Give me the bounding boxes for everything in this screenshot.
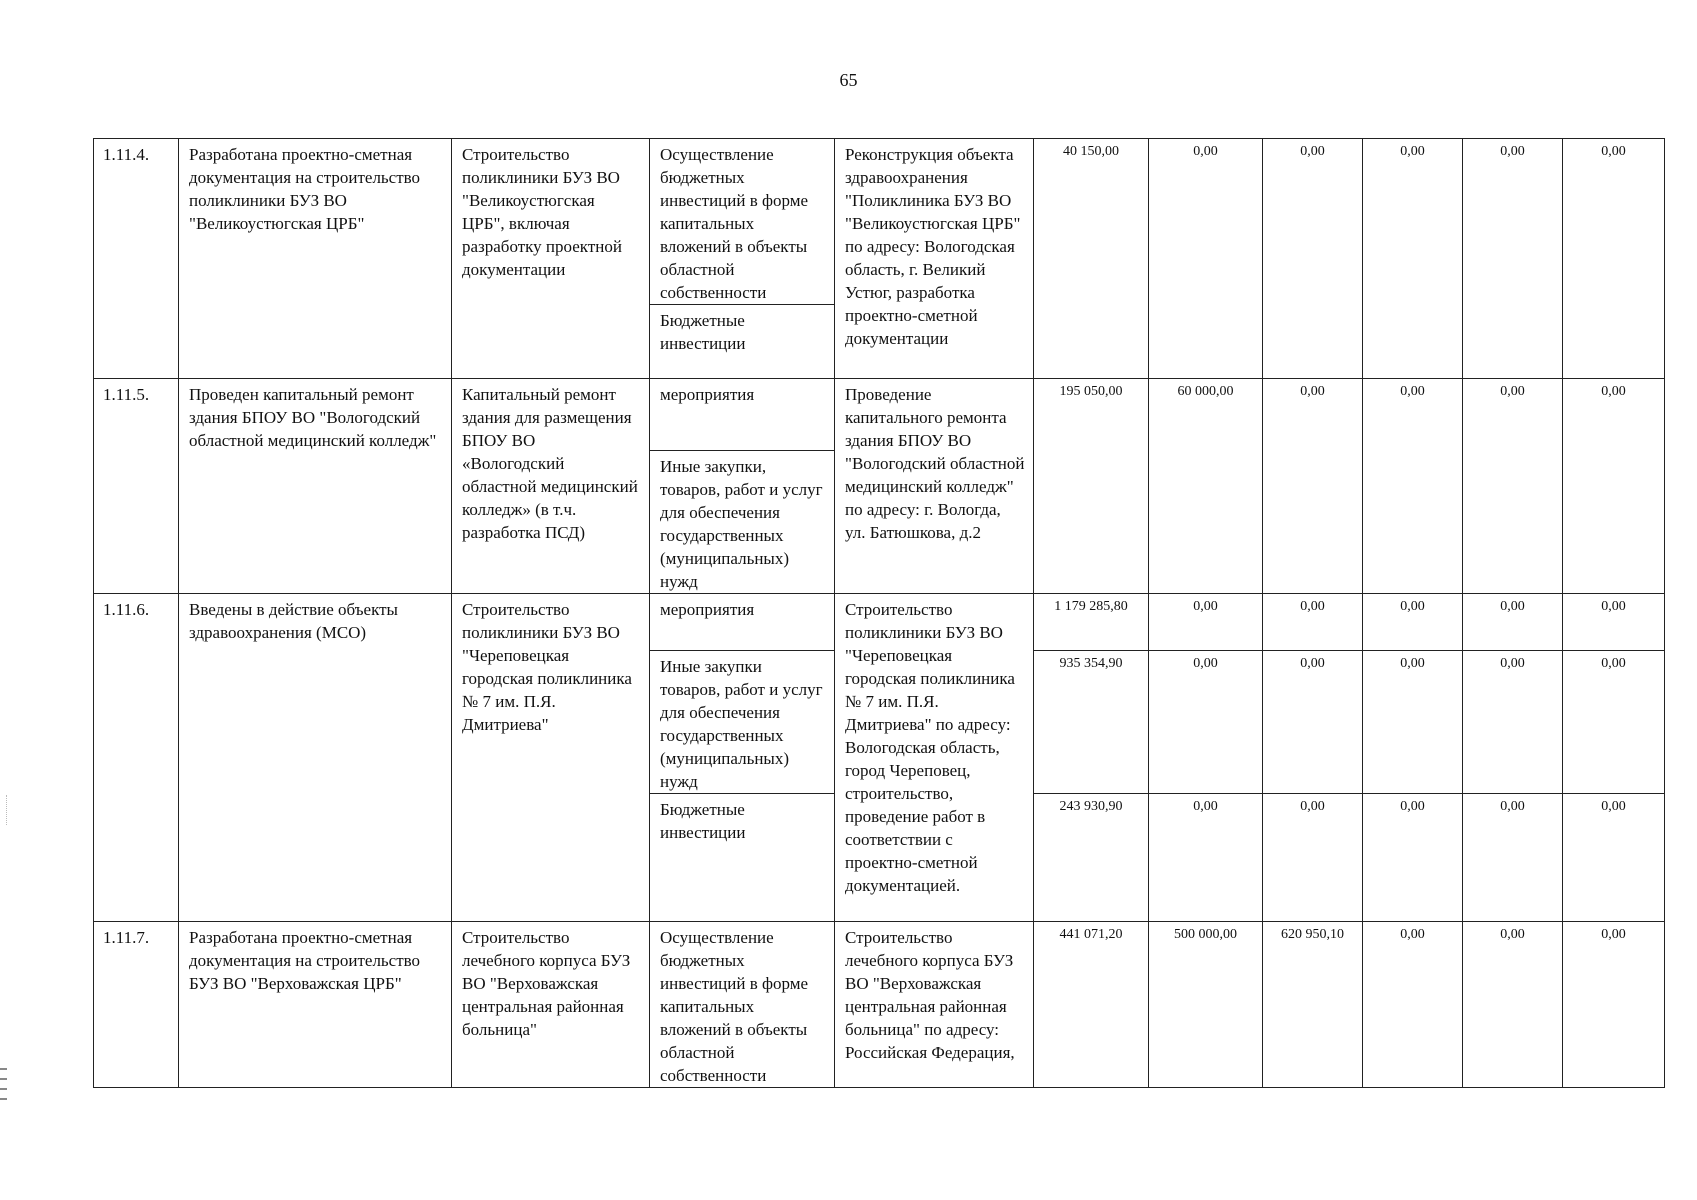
value-cell: 1 179 285,80: [1034, 594, 1149, 651]
value-cell: 441 071,20: [1034, 922, 1149, 1088]
margin-mark: [0, 1088, 7, 1090]
value-cell: 0,00: [1149, 651, 1263, 794]
row-id: 1.11.5.: [94, 379, 179, 594]
value-cell: 0,00: [1263, 139, 1363, 379]
table-row: [94, 139, 1665, 305]
type-cell: Иные закупки товаров, работ и услуг для обеспечения государственных (муниципальных) нужд: [650, 651, 835, 794]
object-cell: Строительство лечебного корпуса БУЗ ВО "Верховажская центральная районная больница" по адресу: Российская Федерация,: [835, 922, 1034, 1088]
type-cell: Бюджетные инвестиции: [650, 794, 835, 922]
value-cell: 40 150,00: [1034, 139, 1149, 379]
value-cell: 0,00: [1563, 139, 1665, 379]
value-cell: 0,00: [1563, 651, 1665, 794]
event-cell: Строительство поликлиники БУЗ ВО "Череповецкая городская поликлиника № 7 им. П.Я. Дмитриева": [452, 594, 650, 922]
value-cell: 620 950,10: [1263, 922, 1363, 1088]
row-id: 1.11.6.: [94, 594, 179, 922]
value-cell: 0,00: [1149, 794, 1263, 922]
event-cell: Капитальный ремонт здания для размещения БПОУ ВО «Вологодский областной медицинский колледж» (в т.ч. разработка ПСД): [452, 379, 650, 594]
result-cell: Введены в действие объекты здравоохранения (МСО): [179, 594, 452, 922]
value-cell: 0,00: [1363, 379, 1463, 594]
value-cell: 0,00: [1363, 594, 1463, 651]
value-cell: 0,00: [1463, 922, 1563, 1088]
value-cell: 0,00: [1463, 379, 1563, 594]
margin-mark: [0, 1078, 7, 1080]
value-cell: 0,00: [1363, 139, 1463, 379]
value-cell: 0,00: [1463, 651, 1563, 794]
margin-mark: [0, 1068, 7, 1070]
result-cell: Проведен капитальный ремонт здания БПОУ ВО "Вологодский областной медицинский колледж": [179, 379, 452, 594]
event-cell: Строительство лечебного корпуса БУЗ ВО "Верховажская центральная районная больница": [452, 922, 650, 1088]
type-cell: Осуществление бюджетных инвестиций в форме капитальных вложений в объекты областной собственности: [650, 139, 835, 305]
value-cell: 0,00: [1463, 794, 1563, 922]
value-cell: 60 000,00: [1149, 379, 1263, 594]
margin-tick: [6, 795, 9, 825]
value-cell: 0,00: [1563, 794, 1665, 922]
object-cell: Реконструкция объекта здравоохранения "Поликлиника БУЗ ВО "Великоустюгская ЦРБ" по адресу: Вологодская область, г. Великий Устюг, разработка проектно-сметной документации: [835, 139, 1034, 379]
value-cell: 0,00: [1563, 922, 1665, 1088]
value-cell: 0,00: [1363, 794, 1463, 922]
value-cell: 243 930,90: [1034, 794, 1149, 922]
type-cell: мероприятия: [650, 379, 835, 451]
event-cell: Строительство поликлиники БУЗ ВО "Великоустюгская ЦРБ", включая разработку проектной документации: [452, 139, 650, 379]
value-cell: 0,00: [1263, 379, 1363, 594]
value-cell: 0,00: [1263, 594, 1363, 651]
value-cell: 0,00: [1149, 139, 1263, 379]
page-number: 65: [839, 70, 858, 90]
type-cell: Бюджетные инвестиции: [650, 305, 835, 379]
result-cell: Разработана проектно-сметная документация на строительство поликлиники БУЗ ВО "Великоустюгская ЦРБ": [179, 139, 452, 379]
value-cell: 0,00: [1563, 379, 1665, 594]
value-cell: 0,00: [1263, 794, 1363, 922]
object-cell: Строительство поликлиники БУЗ ВО "Череповецкая городская поликлиника № 7 им. П.Я. Дмитриева" по адресу: Вологодская область, город Череповец, строительство, проведение работ в соответствии с проектно-сметной документацией.: [835, 594, 1034, 922]
value-cell: 195 050,00: [1034, 379, 1149, 594]
value-cell: 0,00: [1563, 594, 1665, 651]
row-id: 1.11.4.: [94, 139, 179, 379]
value-cell: 0,00: [1463, 139, 1563, 379]
object-cell: Проведение капитального ремонта здания БПОУ ВО "Вологодский областной медицинский колледж" по адресу: г. Вологда, ул. Батюшкова, д.2: [835, 379, 1034, 594]
value-cell: 0,00: [1363, 922, 1463, 1088]
type-cell: Осуществление бюджетных инвестиций в форме капитальных вложений в объекты областной собственности: [650, 922, 835, 1088]
value-cell: 500 000,00: [1149, 922, 1263, 1088]
table-row: [94, 379, 1665, 451]
value-cell: 0,00: [1263, 651, 1363, 794]
budget-table: [93, 138, 1665, 1088]
row-id: 1.11.7.: [94, 922, 179, 1088]
value-cell: 0,00: [1149, 594, 1263, 651]
table-row: [94, 594, 1665, 651]
type-cell: Иные закупки, товаров, работ и услуг для обеспечения государственных (муниципальных) нужд: [650, 451, 835, 594]
value-cell: 0,00: [1463, 594, 1563, 651]
type-cell: мероприятия: [650, 594, 835, 651]
value-cell: 0,00: [1363, 651, 1463, 794]
margin-mark: [0, 1098, 7, 1100]
result-cell: Разработана проектно-сметная документация на строительство БУЗ ВО "Верховажская ЦРБ": [179, 922, 452, 1088]
value-cell: 935 354,90: [1034, 651, 1149, 794]
table-row: [94, 922, 1665, 1088]
